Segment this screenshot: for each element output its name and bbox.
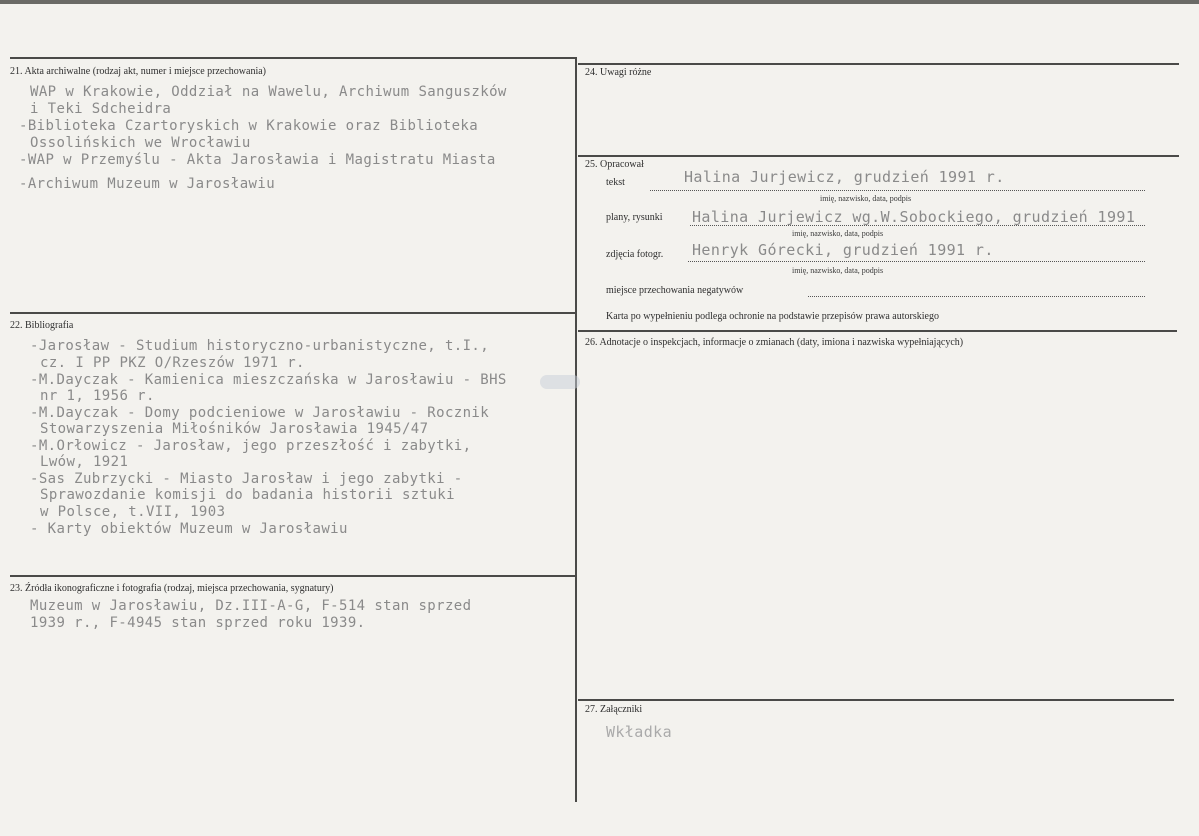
top-rule-left [10, 57, 576, 59]
s22-line: -Jarosław - Studium historyczno-urbanistyczne, t.I., [30, 338, 490, 354]
rule-21-22 [10, 312, 576, 314]
s22-line: nr 1, 1956 r. [40, 388, 155, 404]
s22-line: -M.Dayczak - Kamienica mieszczańska w Jarosławiu - BHS [30, 372, 507, 388]
section-27-label: 27. Załączniki [585, 704, 643, 715]
plany-label: plany, rysunki [606, 212, 663, 223]
s23-line: 1939 r., F-4945 stan sprzed roku 1939. [30, 615, 366, 631]
s21-line: -Archiwum Muzeum w Jarosławiu [19, 176, 276, 192]
section-22-label: 22. Bibliografia [10, 320, 74, 331]
section-21-label: 21. Akta archiwalne (rodzaj akt, numer i miejsce przechowania) [10, 66, 267, 77]
s21-line: Ossolińskich we Wrocławiu [30, 135, 251, 151]
s22-line: - Karty obiektów Muzeum w Jarosławiu [30, 521, 348, 537]
tekst-value: Halina Jurjewicz, grudzień 1991 r. [684, 168, 1005, 186]
tekst-line [650, 190, 1145, 191]
rule-25-26 [578, 330, 1177, 332]
rule-26-27 [578, 699, 1174, 701]
plany-line [690, 225, 1145, 226]
s22-line: -M.Dayczak - Domy podcieniowe w Jarosławiu - Rocznik [30, 405, 490, 421]
s22-line: Lwów, 1921 [40, 454, 129, 470]
s27-value: Wkładka [606, 723, 673, 741]
plany-value: Halina Jurjewicz wg.W.Sobockiego, grudzień 1991 [692, 208, 1136, 226]
section-25-label: 25. Opracował [585, 159, 644, 170]
karta-note: Karta po wypełnieniu podlega ochronie na podstawie przepisów prawa autorskiego [606, 311, 939, 322]
tekst-label: tekst [606, 177, 625, 188]
s22-line: -Sas Zubrzycki - Miasto Jarosław i jego zabytki - [30, 471, 463, 487]
section-23-label: 23. Źródła ikonograficzne i fotografia (rodzaj, miejsca przechowania, sygnatury) [10, 583, 334, 594]
s22-line: Sprawozdanie komisji do badania historii sztuki [40, 487, 455, 503]
s22-line: -M.Orłowicz - Jarosław, jego przeszłość i zabytki, [30, 438, 472, 454]
center-divider [575, 57, 577, 802]
s22-line: w Polsce, t.VII, 1903 [40, 504, 226, 520]
zdjecia-line [688, 261, 1145, 262]
section-26-label: 26. Adnotacje o inspekcjach, informacje o zmianach (daty, imiona i nazwiska wypełniających) [585, 337, 964, 348]
s21-line: -Biblioteka Czartoryskich w Krakowie oraz Biblioteka [19, 118, 479, 134]
tekst-caption: imię, nazwisko, data, podpis [820, 194, 912, 203]
s22-line: cz. I PP PKZ O/Rzeszów 1971 r. [40, 355, 305, 371]
s21-line: i Teki Sdcheidra [30, 101, 172, 117]
top-rule-right [578, 63, 1179, 65]
section-24-label: 24. Uwagi różne [585, 67, 652, 78]
miejsce-label: miejsce przechowania negatywów [606, 285, 744, 296]
zdjecia-label: zdjęcia fotogr. [606, 249, 664, 260]
s21-line: -WAP w Przemyślu - Akta Jarosławia i Magistratu Miasta [19, 152, 496, 168]
s22-line: Stowarzyszenia Miłośników Jarosławia 1945/47 [40, 421, 429, 437]
zdjecia-caption: imię, nazwisko, data, podpis [792, 266, 884, 275]
miejsce-line [808, 296, 1145, 297]
rule-24-25 [578, 155, 1179, 157]
plany-caption: imię, nazwisko, data, podpis [792, 229, 884, 238]
ink-smudge [540, 375, 580, 389]
s23-line: Muzeum w Jarosławiu, Dz.III-A-G, F-514 stan sprzed [30, 598, 472, 614]
s21-line: WAP w Krakowie, Oddział na Wawelu, Archiwum Sanguszków [30, 84, 507, 100]
rule-22-23 [10, 575, 576, 577]
top-edge-band [0, 0, 1199, 4]
zdjecia-value: Henryk Górecki, grudzień 1991 r. [692, 241, 994, 259]
